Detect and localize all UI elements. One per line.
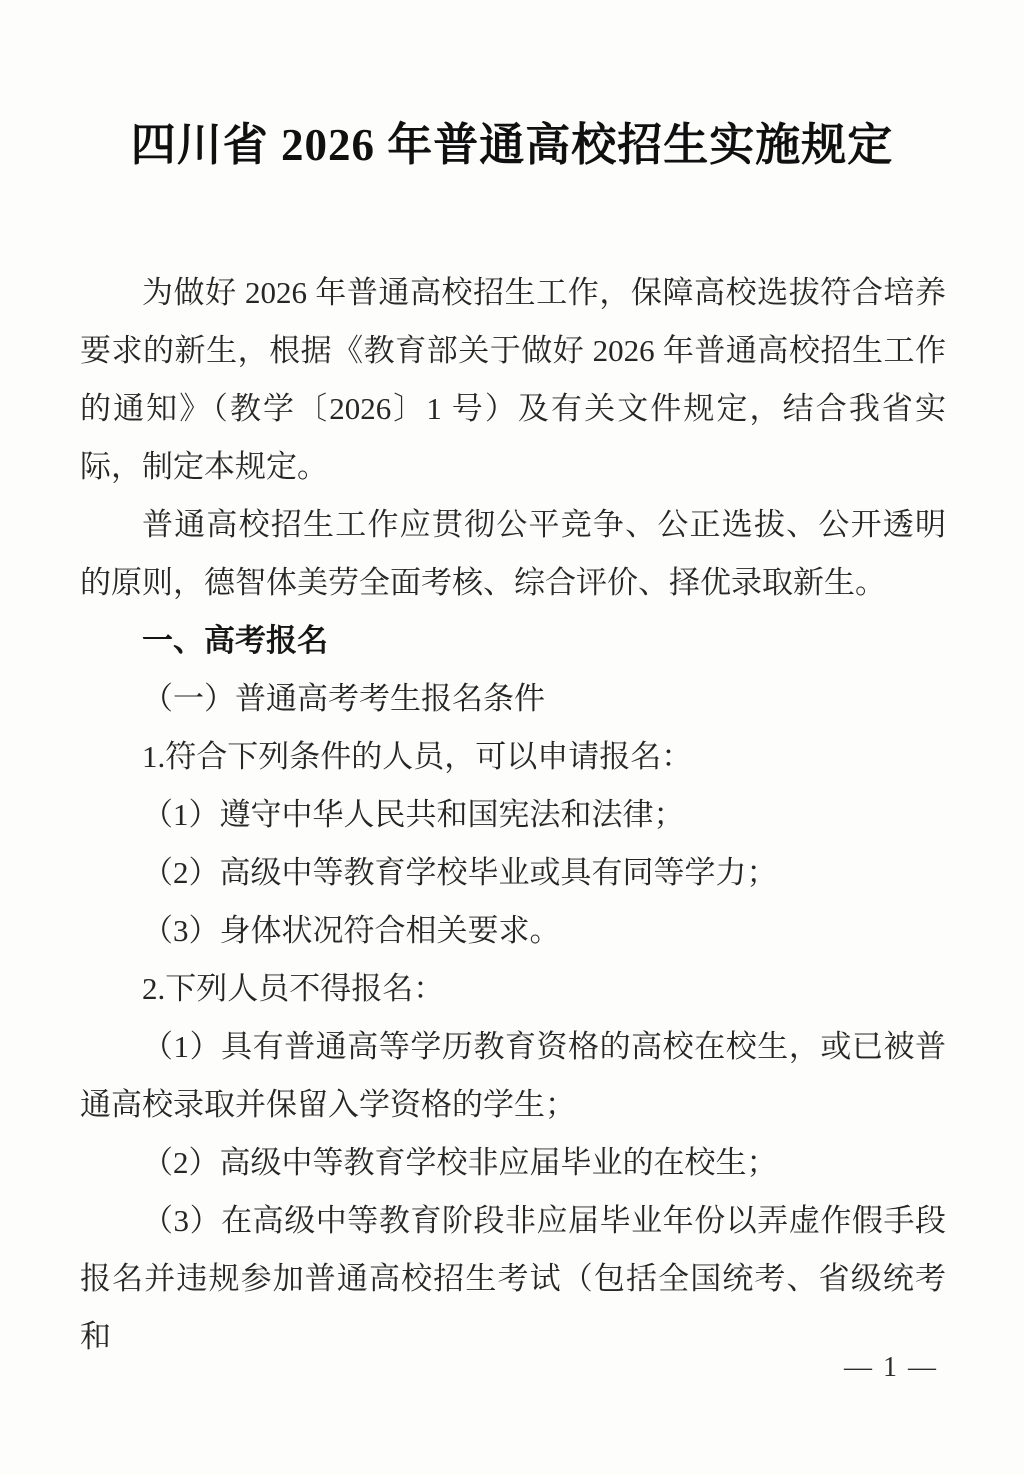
document-body (80, 264, 946, 1366)
paragraph-principles: 普通高校招生工作应贯彻公平竞争、公正选拔、公开透明的原则，德智体美劳全面考核、综合评价、择优录取新生。 (80, 507, 946, 600)
item-ineligible-3: （3）在高级中等教育阶段非应届毕业年份以弄虚作假手段报名并违规参加普通高校招生考试（包括全国统考、省级统考和 (80, 1203, 946, 1354)
page-number: — 1 — (844, 1352, 938, 1383)
paragraph-preamble: 为做好 2026 年普通高校招生工作，保障高校选拔符合培养要求的新生，根据《教育部关于做好 2026 年普通高校招生工作的通知》（教学〔2026〕1 号）及有关文件规定，结合我省实际，制定本规定。 (80, 275, 946, 484)
item-ineligible-1: （1）具有普通高等学历教育资格的高校在校生，或已被普通高校录取并保留入学资格的学生； (80, 1029, 946, 1122)
item-eligible-3: （3）身体状况符合相关要求。 (142, 913, 561, 948)
item-ineligible-2: （2）高级中等教育学校非应届毕业的在校生； (142, 1145, 778, 1180)
item-eligible-2: （2）高级中等教育学校毕业或具有同等学力； (142, 855, 778, 890)
item-eligible-intro: 1.符合下列条件的人员，可以申请报名： (142, 739, 693, 774)
subsection-heading-registration-conditions: （一）普通高考考生报名条件 (142, 681, 545, 716)
section-heading-gaokao-registration: 一、高考报名 (142, 623, 328, 658)
document-title: 四川省 2026 年普通高校招生实施规定 (130, 120, 894, 170)
item-ineligible-intro: 2.下列人员不得报名： (142, 971, 445, 1006)
item-eligible-1: （1）遵守中华人民共和国宪法和法律； (142, 797, 685, 832)
